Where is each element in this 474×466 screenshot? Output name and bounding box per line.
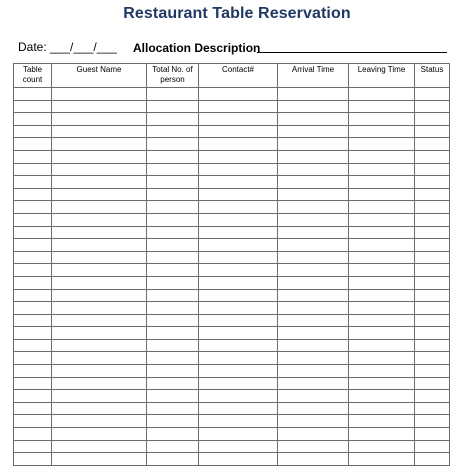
table-cell-leaving-time[interactable] — [349, 352, 415, 365]
table-cell-status[interactable] — [415, 377, 450, 390]
table-cell-leaving-time[interactable] — [349, 239, 415, 252]
table-cell-status[interactable] — [415, 150, 450, 163]
table-header-row — [14, 64, 450, 88]
column-header-arrival-time: Arrival Time — [278, 64, 349, 88]
column-header-total-persons: Total No. of person — [147, 64, 199, 88]
table-cell-leaving-time[interactable] — [349, 390, 415, 403]
table-cell-contact[interactable] — [199, 163, 278, 176]
table-cell-guest-name[interactable] — [52, 125, 147, 138]
table-cell-status[interactable] — [415, 415, 450, 428]
column-header-leaving-time: Leaving Time — [349, 64, 415, 88]
table-cell-leaving-time[interactable] — [349, 188, 415, 201]
table-cell-guest-name[interactable] — [52, 327, 147, 340]
table-cell-status[interactable] — [415, 402, 450, 415]
table-cell-total-persons[interactable] — [147, 213, 199, 226]
table-row — [14, 390, 450, 403]
table-cell-total-persons[interactable] — [147, 453, 199, 466]
table-cell-status[interactable] — [415, 226, 450, 239]
table-cell-total-persons[interactable] — [147, 289, 199, 302]
table-cell-leaving-time[interactable] — [349, 365, 415, 378]
table-cell-arrival-time[interactable] — [278, 188, 349, 201]
table-cell-contact[interactable] — [199, 365, 278, 378]
table-cell-contact[interactable] — [199, 415, 278, 428]
table-cell-table-count[interactable] — [14, 440, 52, 453]
table-cell-table-count[interactable] — [14, 390, 52, 403]
table-cell-leaving-time[interactable] — [349, 213, 415, 226]
table-cell-contact[interactable] — [199, 302, 278, 315]
table-cell-guest-name[interactable] — [52, 226, 147, 239]
table-row — [14, 213, 450, 226]
table-cell-table-count[interactable] — [14, 402, 52, 415]
table-cell-contact[interactable] — [199, 239, 278, 252]
table-cell-guest-name[interactable] — [52, 365, 147, 378]
table-cell-status[interactable] — [415, 352, 450, 365]
table-cell-total-persons[interactable] — [147, 390, 199, 403]
table-cell-total-persons[interactable] — [147, 276, 199, 289]
reservation-table — [13, 63, 450, 466]
table-row — [14, 264, 450, 277]
table-row — [14, 440, 450, 453]
table-cell-leaving-time[interactable] — [349, 402, 415, 415]
table-row — [14, 352, 450, 365]
table-cell-guest-name[interactable] — [52, 377, 147, 390]
column-header-status: Status — [415, 64, 450, 88]
table-cell-arrival-time[interactable] — [278, 314, 349, 327]
table-cell-guest-name[interactable] — [52, 163, 147, 176]
table-cell-status[interactable] — [415, 440, 450, 453]
table-cell-status[interactable] — [415, 213, 450, 226]
table-cell-table-count[interactable] — [14, 125, 52, 138]
table-row — [14, 365, 450, 378]
table-row — [14, 276, 450, 289]
table-cell-table-count[interactable] — [14, 339, 52, 352]
table-cell-total-persons[interactable] — [147, 415, 199, 428]
table-cell-leaving-time[interactable] — [349, 226, 415, 239]
table-cell-arrival-time[interactable] — [278, 100, 349, 113]
table-cell-leaving-time[interactable] — [349, 302, 415, 315]
table-cell-arrival-time[interactable] — [278, 415, 349, 428]
table-cell-contact[interactable] — [199, 251, 278, 264]
table-cell-table-count[interactable] — [14, 276, 52, 289]
table-cell-total-persons[interactable] — [147, 176, 199, 189]
table-row — [14, 113, 450, 126]
table-cell-total-persons[interactable] — [147, 150, 199, 163]
table-cell-leaving-time[interactable] — [349, 176, 415, 189]
table-cell-total-persons[interactable] — [147, 201, 199, 214]
table-cell-total-persons[interactable] — [147, 113, 199, 126]
table-body — [14, 88, 450, 466]
table-cell-total-persons[interactable] — [147, 302, 199, 315]
table-cell-table-count[interactable] — [14, 201, 52, 214]
table-row — [14, 138, 450, 151]
table-cell-guest-name[interactable] — [52, 188, 147, 201]
table-cell-contact[interactable] — [199, 100, 278, 113]
table-row — [14, 226, 450, 239]
table-cell-leaving-time[interactable] — [349, 276, 415, 289]
table-row — [14, 163, 450, 176]
table-cell-total-persons[interactable] — [147, 339, 199, 352]
table-cell-contact[interactable] — [199, 428, 278, 441]
table-cell-table-count[interactable] — [14, 377, 52, 390]
table-cell-arrival-time[interactable] — [278, 264, 349, 277]
allocation-description-field[interactable] — [257, 52, 447, 53]
table-cell-arrival-time[interactable] — [278, 377, 349, 390]
table-cell-leaving-time[interactable] — [349, 88, 415, 101]
table-cell-status[interactable] — [415, 188, 450, 201]
table-cell-status[interactable] — [415, 113, 450, 126]
table-cell-status[interactable] — [415, 176, 450, 189]
table-cell-arrival-time[interactable] — [278, 251, 349, 264]
table-row — [14, 239, 450, 252]
table-cell-total-persons[interactable] — [147, 264, 199, 277]
table-cell-arrival-time[interactable] — [278, 201, 349, 214]
table-cell-contact[interactable] — [199, 201, 278, 214]
table-cell-leaving-time[interactable] — [349, 453, 415, 466]
table-cell-status[interactable] — [415, 453, 450, 466]
table-row — [14, 88, 450, 101]
table-cell-leaving-time[interactable] — [349, 251, 415, 264]
table-cell-contact[interactable] — [199, 314, 278, 327]
table-cell-status[interactable] — [415, 314, 450, 327]
table-cell-contact[interactable] — [199, 264, 278, 277]
table-cell-guest-name[interactable] — [52, 100, 147, 113]
table-cell-table-count[interactable] — [14, 188, 52, 201]
table-cell-total-persons[interactable] — [147, 428, 199, 441]
table-cell-status[interactable] — [415, 138, 450, 151]
table-cell-arrival-time[interactable] — [278, 176, 349, 189]
table-cell-table-count[interactable] — [14, 213, 52, 226]
table-cell-arrival-time[interactable] — [278, 440, 349, 453]
table-cell-table-count[interactable] — [14, 289, 52, 302]
table-cell-arrival-time[interactable] — [278, 453, 349, 466]
table-cell-table-count[interactable] — [14, 302, 52, 315]
table-cell-guest-name[interactable] — [52, 453, 147, 466]
table-cell-guest-name[interactable] — [52, 390, 147, 403]
table-row — [14, 188, 450, 201]
table-row — [14, 150, 450, 163]
table-cell-guest-name[interactable] — [52, 402, 147, 415]
table-cell-table-count[interactable] — [14, 264, 52, 277]
table-cell-leaving-time[interactable] — [349, 327, 415, 340]
table-cell-arrival-time[interactable] — [278, 88, 349, 101]
table-cell-table-count[interactable] — [14, 163, 52, 176]
table-cell-leaving-time[interactable] — [349, 100, 415, 113]
table-row — [14, 402, 450, 415]
table-cell-guest-name[interactable] — [52, 264, 147, 277]
table-cell-total-persons[interactable] — [147, 239, 199, 252]
table-cell-guest-name[interactable] — [52, 239, 147, 252]
table-cell-total-persons[interactable] — [147, 440, 199, 453]
table-cell-total-persons[interactable] — [147, 188, 199, 201]
table-cell-guest-name[interactable] — [52, 251, 147, 264]
table-cell-total-persons[interactable] — [147, 377, 199, 390]
table-cell-guest-name[interactable] — [52, 302, 147, 315]
column-header-guest-name: Guest Name — [52, 64, 147, 88]
table-cell-contact[interactable] — [199, 377, 278, 390]
table-row — [14, 453, 450, 466]
table-cell-guest-name[interactable] — [52, 289, 147, 302]
table-cell-leaving-time[interactable] — [349, 289, 415, 302]
table-cell-total-persons[interactable] — [147, 365, 199, 378]
table-cell-table-count[interactable] — [14, 251, 52, 264]
table-cell-status[interactable] — [415, 339, 450, 352]
table-row — [14, 176, 450, 189]
table-cell-table-count[interactable] — [14, 428, 52, 441]
table-cell-guest-name[interactable] — [52, 150, 147, 163]
table-cell-total-persons[interactable] — [147, 88, 199, 101]
table-cell-contact[interactable] — [199, 125, 278, 138]
table-cell-guest-name[interactable] — [52, 440, 147, 453]
table-cell-table-count[interactable] — [14, 365, 52, 378]
table-cell-leaving-time[interactable] — [349, 377, 415, 390]
table-cell-guest-name[interactable] — [52, 276, 147, 289]
table-cell-total-persons[interactable] — [147, 327, 199, 340]
table-cell-status[interactable] — [415, 163, 450, 176]
table-cell-leaving-time[interactable] — [349, 314, 415, 327]
table-cell-leaving-time[interactable] — [349, 138, 415, 151]
table-cell-arrival-time[interactable] — [278, 226, 349, 239]
table-cell-contact[interactable] — [199, 390, 278, 403]
table-cell-arrival-time[interactable] — [278, 113, 349, 126]
table-cell-status[interactable] — [415, 302, 450, 315]
table-cell-contact[interactable] — [199, 213, 278, 226]
table-row — [14, 415, 450, 428]
table-cell-leaving-time[interactable] — [349, 264, 415, 277]
table-cell-contact[interactable] — [199, 339, 278, 352]
table-row — [14, 314, 450, 327]
table-row — [14, 289, 450, 302]
table-row — [14, 100, 450, 113]
table-cell-guest-name[interactable] — [52, 113, 147, 126]
table-cell-total-persons[interactable] — [147, 163, 199, 176]
table-cell-contact[interactable] — [199, 453, 278, 466]
table-cell-contact[interactable] — [199, 150, 278, 163]
table-cell-table-count[interactable] — [14, 327, 52, 340]
table-row — [14, 377, 450, 390]
table-cell-arrival-time[interactable] — [278, 339, 349, 352]
table-cell-guest-name[interactable] — [52, 213, 147, 226]
table-cell-total-persons[interactable] — [147, 125, 199, 138]
table-cell-contact[interactable] — [199, 402, 278, 415]
table-cell-arrival-time[interactable] — [278, 276, 349, 289]
table-cell-status[interactable] — [415, 327, 450, 340]
table-cell-leaving-time[interactable] — [349, 125, 415, 138]
page-title: Restaurant Table Reservation — [123, 5, 351, 22]
allocation-description-label: Allocation Description — [133, 41, 261, 55]
table-row — [14, 339, 450, 352]
table-cell-status[interactable] — [415, 264, 450, 277]
table-cell-status[interactable] — [415, 289, 450, 302]
table-cell-arrival-time[interactable] — [278, 402, 349, 415]
table-cell-status[interactable] — [415, 201, 450, 214]
table-cell-table-count[interactable] — [14, 352, 52, 365]
table-cell-contact[interactable] — [199, 138, 278, 151]
table-cell-leaving-time[interactable] — [349, 163, 415, 176]
table-cell-guest-name[interactable] — [52, 138, 147, 151]
table-cell-table-count[interactable] — [14, 239, 52, 252]
column-header-contact: Contact# — [199, 64, 278, 88]
table-cell-status[interactable] — [415, 239, 450, 252]
table-cell-arrival-time[interactable] — [278, 352, 349, 365]
table-cell-status[interactable] — [415, 100, 450, 113]
table-row — [14, 302, 450, 315]
table-cell-leaving-time[interactable] — [349, 201, 415, 214]
table-cell-contact[interactable] — [199, 327, 278, 340]
table-cell-table-count[interactable] — [14, 88, 52, 101]
table-cell-arrival-time[interactable] — [278, 327, 349, 340]
table-cell-total-persons[interactable] — [147, 226, 199, 239]
table-cell-guest-name[interactable] — [52, 415, 147, 428]
table-row — [14, 125, 450, 138]
table-cell-status[interactable] — [415, 390, 450, 403]
table-cell-table-count[interactable] — [14, 113, 52, 126]
table-cell-leaving-time[interactable] — [349, 415, 415, 428]
table-cell-status[interactable] — [415, 365, 450, 378]
table-cell-table-count[interactable] — [14, 453, 52, 466]
table-cell-contact[interactable] — [199, 352, 278, 365]
table-cell-table-count[interactable] — [14, 415, 52, 428]
table-cell-table-count[interactable] — [14, 138, 52, 151]
table-cell-status[interactable] — [415, 428, 450, 441]
table-cell-arrival-time[interactable] — [278, 428, 349, 441]
table-cell-arrival-time[interactable] — [278, 163, 349, 176]
table-cell-leaving-time[interactable] — [349, 440, 415, 453]
table-cell-status[interactable] — [415, 125, 450, 138]
table-cell-total-persons[interactable] — [147, 100, 199, 113]
table-cell-guest-name[interactable] — [52, 88, 147, 101]
table-cell-contact[interactable] — [199, 113, 278, 126]
table-cell-status[interactable] — [415, 276, 450, 289]
date-field[interactable]: Date: ___/___/___ — [18, 40, 117, 54]
table-cell-leaving-time[interactable] — [349, 150, 415, 163]
table-cell-leaving-time[interactable] — [349, 113, 415, 126]
table-cell-arrival-time[interactable] — [278, 138, 349, 151]
table-cell-leaving-time[interactable] — [349, 339, 415, 352]
table-cell-table-count[interactable] — [14, 150, 52, 163]
table-cell-guest-name[interactable] — [52, 352, 147, 365]
table-cell-arrival-time[interactable] — [278, 302, 349, 315]
table-cell-arrival-time[interactable] — [278, 125, 349, 138]
table-row — [14, 201, 450, 214]
table-cell-arrival-time[interactable] — [278, 239, 349, 252]
table-cell-contact[interactable] — [199, 276, 278, 289]
table-cell-arrival-time[interactable] — [278, 365, 349, 378]
table-cell-arrival-time[interactable] — [278, 150, 349, 163]
table-cell-arrival-time[interactable] — [278, 390, 349, 403]
table-cell-contact[interactable] — [199, 88, 278, 101]
table-cell-contact[interactable] — [199, 188, 278, 201]
table-cell-leaving-time[interactable] — [349, 428, 415, 441]
column-header-table-count: Table count — [14, 64, 52, 88]
table-cell-total-persons[interactable] — [147, 251, 199, 264]
table-cell-arrival-time[interactable] — [278, 213, 349, 226]
table-cell-status[interactable] — [415, 251, 450, 264]
table-row — [14, 251, 450, 264]
table-cell-table-count[interactable] — [14, 226, 52, 239]
table-cell-table-count[interactable] — [14, 100, 52, 113]
table-cell-guest-name[interactable] — [52, 176, 147, 189]
table-cell-total-persons[interactable] — [147, 314, 199, 327]
table-cell-guest-name[interactable] — [52, 339, 147, 352]
table-cell-guest-name[interactable] — [52, 314, 147, 327]
table-cell-total-persons[interactable] — [147, 402, 199, 415]
table-row — [14, 428, 450, 441]
table-cell-total-persons[interactable] — [147, 352, 199, 365]
table-cell-contact[interactable] — [199, 226, 278, 239]
table-cell-table-count[interactable] — [14, 314, 52, 327]
table-cell-guest-name[interactable] — [52, 201, 147, 214]
table-cell-guest-name[interactable] — [52, 428, 147, 441]
table-cell-total-persons[interactable] — [147, 138, 199, 151]
table-row — [14, 327, 450, 340]
table-cell-contact[interactable] — [199, 289, 278, 302]
table-cell-contact[interactable] — [199, 176, 278, 189]
table-cell-table-count[interactable] — [14, 176, 52, 189]
table-cell-arrival-time[interactable] — [278, 289, 349, 302]
table-cell-contact[interactable] — [199, 440, 278, 453]
table-cell-status[interactable] — [415, 88, 450, 101]
